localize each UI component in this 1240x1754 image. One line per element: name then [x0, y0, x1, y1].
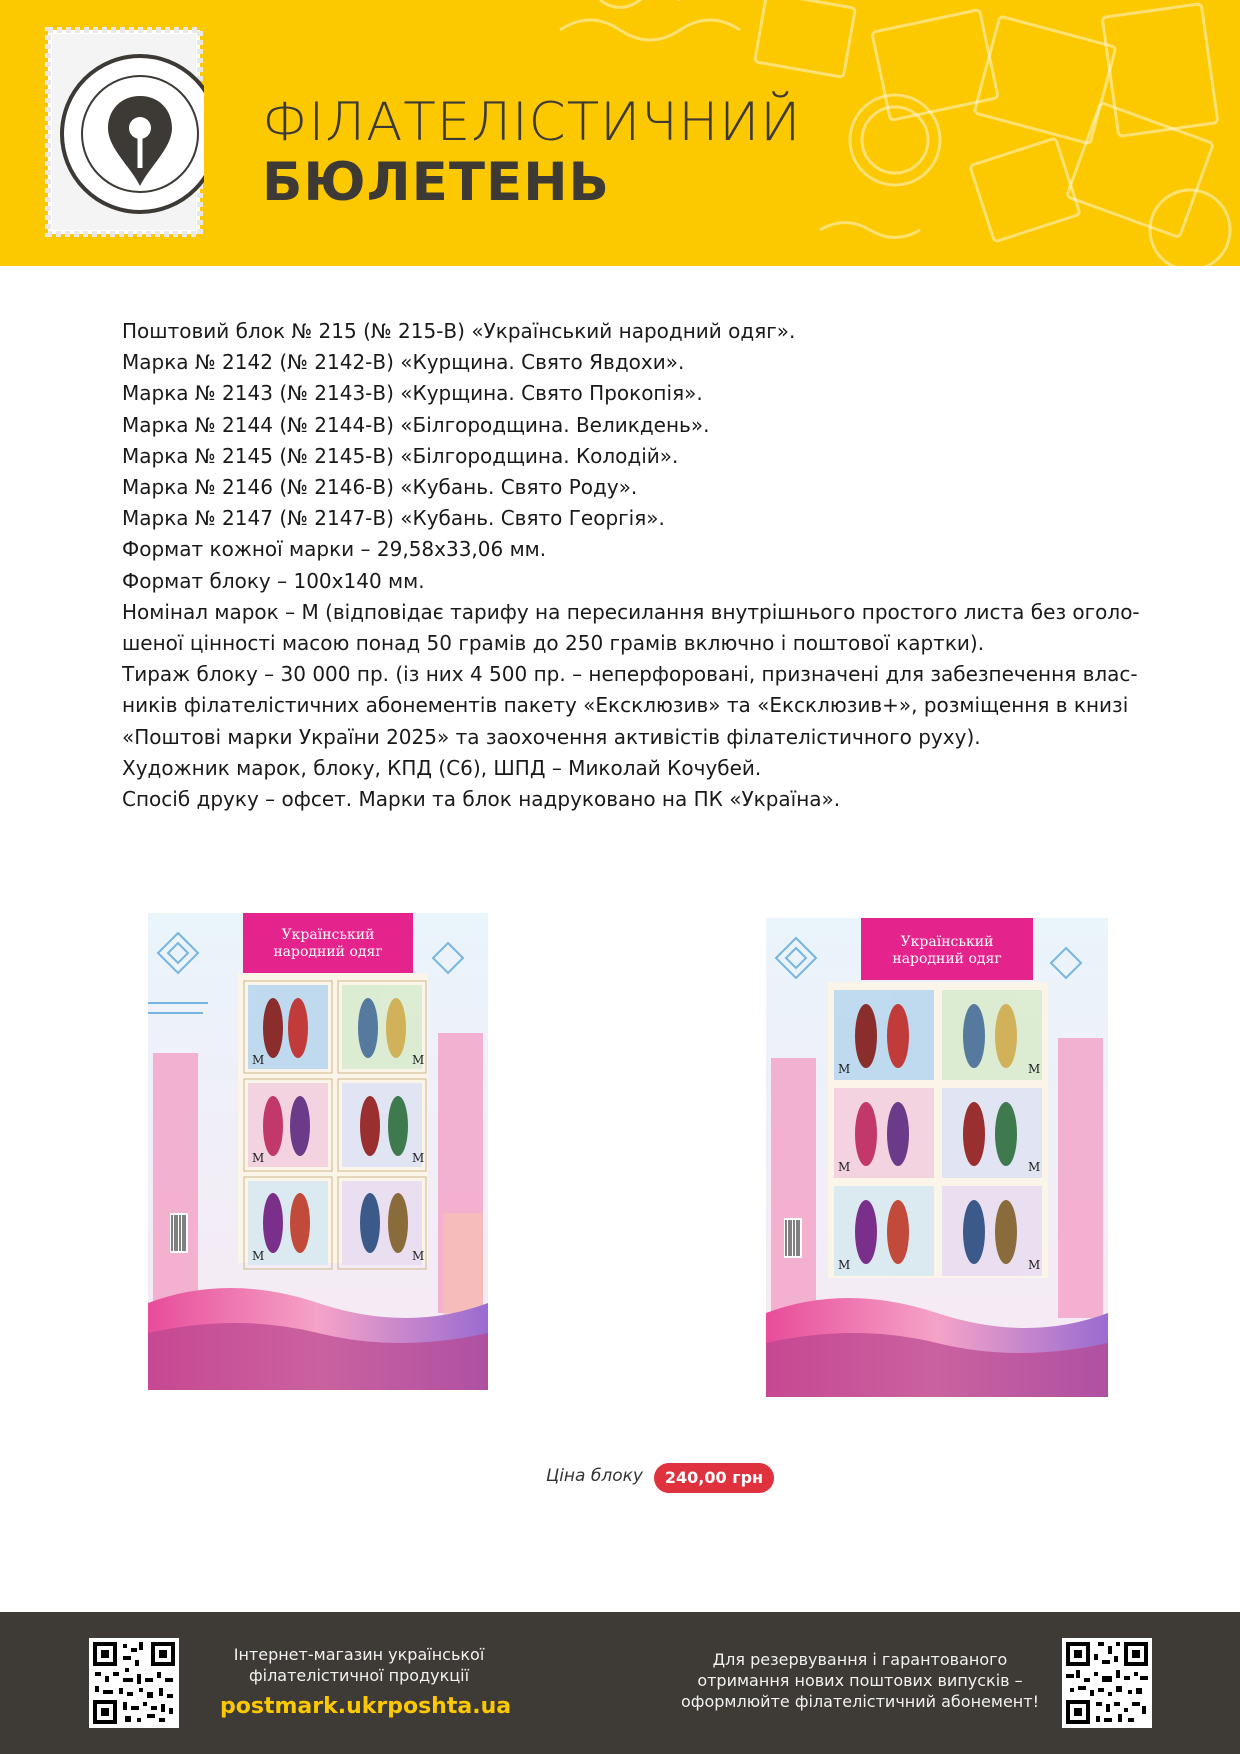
shop-text-line1: Інтернет-магазин української [233, 1645, 485, 1664]
price-badge: 240,00 грн [654, 1463, 774, 1493]
info-line: Поштовий блок № 215 (№ 215-В) «Український народний одяг». [122, 319, 796, 343]
stamp-value: M [1028, 1062, 1041, 1076]
footer [0, 1612, 1240, 1754]
stamp-value: M [838, 1258, 851, 1272]
bulletin-title-line2: БЮЛЕТЕНЬ [262, 152, 610, 213]
sheet-title-line1: Український [900, 934, 994, 950]
info-line: Формат блоку – 100х140 мм. [122, 568, 425, 593]
info-line: Номінал марок – M (відповідає тарифу на пересилання внутрішнього простого листа без оголо- [122, 599, 1140, 624]
info-line: Марка № 2142 (№ 2142-В) «Курщина. Свято Явдохи». [122, 350, 685, 375]
stamp-value: M [412, 1053, 425, 1067]
shop-url-link[interactable]: postmark.ukrposhta.ua [220, 1694, 512, 1719]
qr-code-icon [1062, 1638, 1152, 1728]
subscription-text-line1: Для резервування і гарантованого [712, 1650, 1008, 1669]
qr-code-icon [89, 1638, 179, 1728]
sheet-title [861, 934, 1033, 968]
stamp-value: M [838, 1160, 851, 1174]
stamp-value: M [252, 1249, 265, 1263]
souvenir-sheet-artwork [148, 913, 488, 1390]
info-line: Марка № 2145 (№ 2145-В) «Білгородщина. Колодій». [122, 443, 679, 468]
souvenir-sheet-artwork [766, 918, 1108, 1397]
subscription-text-line3: оформлюйте філателістичний абонемент! [680, 1692, 1039, 1711]
subscription-promo [660, 1649, 1060, 1712]
souvenir-sheet-perforated [148, 913, 488, 1390]
sheet-title [243, 927, 413, 961]
sheet-title-line2: народний одяг [892, 951, 1002, 967]
stamp-value: M [838, 1062, 851, 1076]
stamp-value: M [1028, 1258, 1041, 1272]
info-line: Тираж блоку – 30 000 пр. (із них 4 500 пр. – неперфоровані, призначені для забезпечення влас- [122, 662, 1138, 687]
stamp-value: M [1028, 1160, 1041, 1174]
qr-code-shop[interactable] [89, 1638, 179, 1728]
stamp-value: M [412, 1249, 425, 1263]
issue-info-list [122, 316, 1152, 815]
subscription-text-line2: отримання нових поштових випусків – [697, 1671, 1023, 1690]
info-line: «Поштові марки України 2025» та заохочення активістів філателістичного руху). [122, 724, 981, 749]
info-line: шеної цінності масою понад 50 грамів до 250 грамів включно і поштової картки). [122, 631, 985, 656]
sheet-title-line1: Український [281, 927, 375, 943]
info-line: Художник марок, блоку, КПД (С6), ШПД – Миколай Кочубей. [122, 755, 762, 780]
shop-text-line2: філателістичної продукції [248, 1666, 470, 1685]
info-line: Марка № 2147 (№ 2147-В) «Кубань. Свято Георгія». [122, 506, 665, 531]
info-line: Формат кожної марки – 29,58х33,06 мм. [122, 537, 547, 562]
info-line: ників філателістичних абонементів пакету «Ексклюзив» та «Ексклюзив+», розміщення в книзі [122, 693, 1129, 718]
price-label: Ціна блоку [546, 1466, 643, 1486]
sheet-title-line2: народний одяг [273, 944, 383, 960]
ukrposhta-stamp-logo [44, 26, 204, 238]
stamp-value: M [252, 1053, 265, 1067]
souvenir-sheet-imperforate [766, 918, 1108, 1397]
stamp-value: M [412, 1151, 425, 1165]
info-line: Марка № 2146 (№ 2146-В) «Кубань. Свято Роду». [122, 475, 638, 500]
info-line: Марка № 2143 (№ 2143-В) «Курщина. Свято Прокопія». [122, 381, 703, 406]
stamp-value: M [252, 1151, 265, 1165]
info-line: Спосіб друку – офсет. Марки та блок надруковано на ПК «Україна». [122, 787, 841, 812]
shop-promo [220, 1644, 512, 1720]
qr-code-subscription[interactable] [1062, 1638, 1152, 1728]
info-line: Марка № 2144 (№ 2144-В) «Білгородщина. Великдень». [122, 412, 710, 437]
header-banner [0, 0, 1240, 266]
bulletin-title-line1: ФІЛАТЕЛІСТИЧНИЙ [262, 92, 802, 153]
